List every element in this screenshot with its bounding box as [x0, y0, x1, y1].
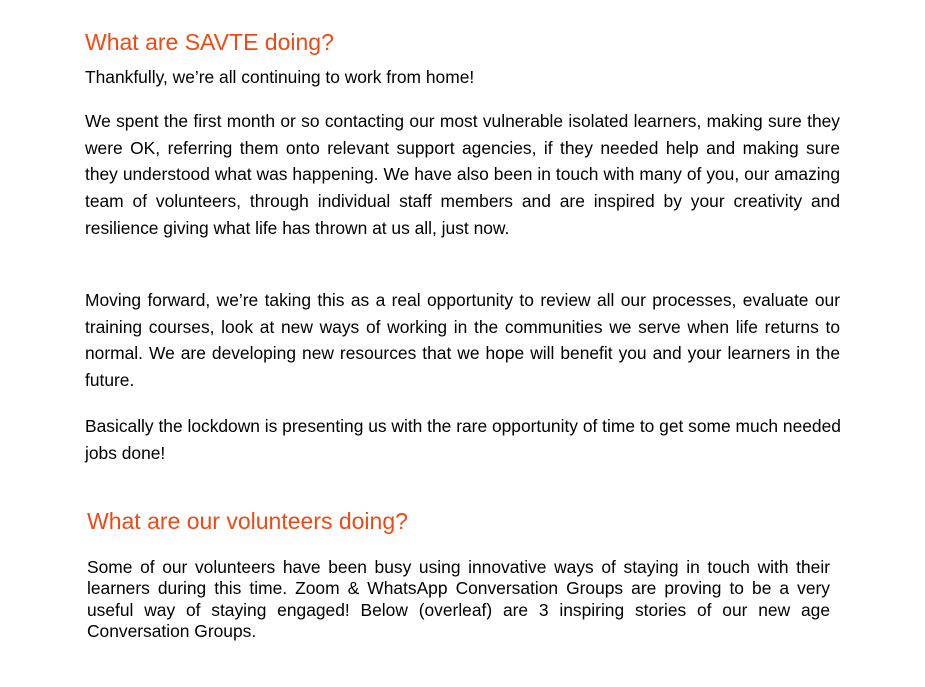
section-heading-volunteers: What are our volunteers doing? — [87, 508, 408, 534]
section-heading-savte: What are SAVTE doing? — [85, 29, 334, 55]
paragraph-lockdown: Basically the lockdown is presenting us with the rare opportunity of time to get some much needed jobs done! — [85, 416, 841, 463]
paragraph-moving-forward: Moving forward, we’re taking this as a real opportunity to review all our processes, evaluate our training courses, look at new ways of working in the communities we serve when life returns to normal. We are developing new resources that we hope will benefit you and your learners in the future. — [85, 290, 840, 391]
paragraph-first-month: We spent the first month or so contacting our most vulnerable isolated learners, making sure they were OK, referring them onto relevant support agencies, if they needed help and making sure they understood what was happening. We have also been in touch with many of you, our amazing team of volunteers, through individual staff members and are inspired by your creativity and resilience giving what life has thrown at us all, just now. — [85, 111, 840, 238]
paragraph-working-from-home: Thankfully, we’re all continuing to work from home! — [85, 67, 475, 87]
paragraph-volunteers: Some of our volunteers have been busy using innovative ways of staying in touch with their learners during this time. Zoom & WhatsApp Conversation Groups are proving to be a very useful way of staying engaged! Below (overleaf) are 3 inspiring stories of our new age Conversation Groups. — [87, 557, 830, 642]
